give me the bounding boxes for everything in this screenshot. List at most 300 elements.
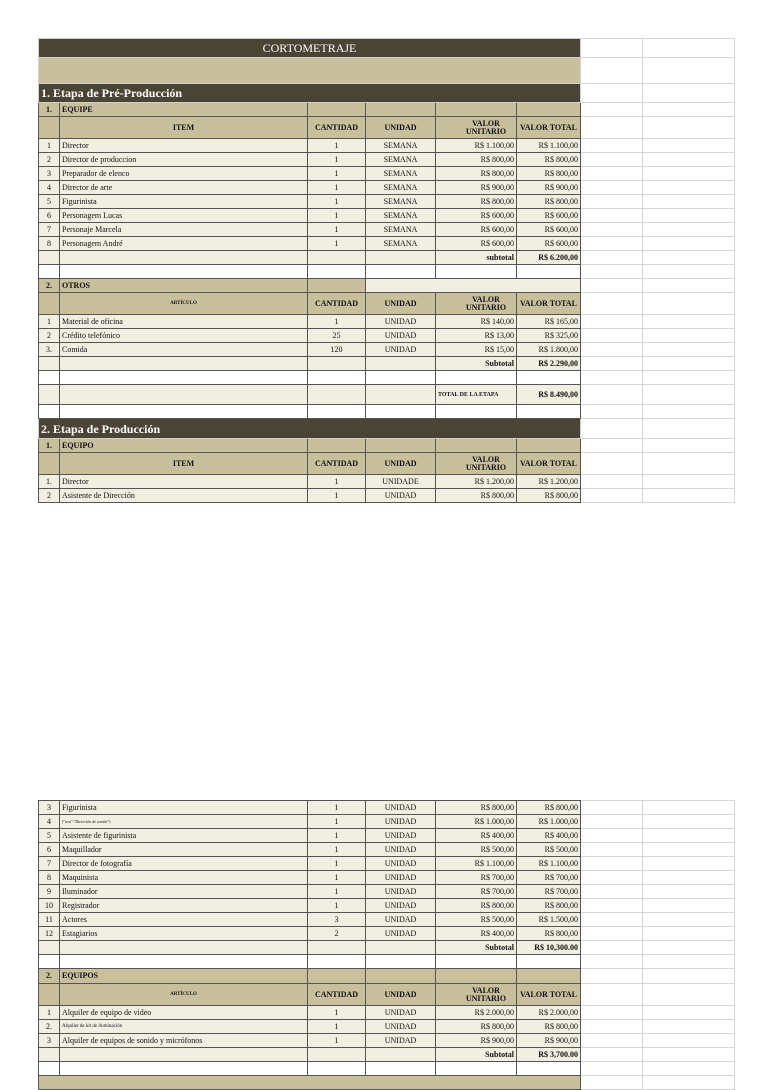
row-item[interactable]: Alquiler de kit de iluminación xyxy=(60,1020,308,1034)
row-item[interactable]: Director xyxy=(60,475,308,489)
row-number[interactable]: 2 xyxy=(39,489,60,503)
header-unidad[interactable]: UNIDAD xyxy=(366,453,436,475)
empty-cell[interactable] xyxy=(581,385,643,405)
subtotal-label[interactable]: Subtotal xyxy=(436,941,517,955)
row-quantity[interactable]: 1 xyxy=(308,1006,366,1020)
empty-cell[interactable] xyxy=(643,167,735,181)
empty-cell[interactable] xyxy=(581,1020,643,1034)
subtotal-value[interactable]: R$ 3,700.00 xyxy=(517,1048,581,1062)
empty-cell[interactable] xyxy=(581,955,643,969)
row-total-value[interactable]: R$ 1.800,00 xyxy=(517,343,581,357)
stage1-title[interactable]: 1. Etapa de Pré-Producción xyxy=(39,84,581,103)
table-row xyxy=(39,237,735,251)
row-item[interactable]: Director de fotografía xyxy=(60,857,308,871)
empty-cell[interactable] xyxy=(643,941,735,955)
header-cantidad[interactable]: CANTIDAD xyxy=(308,117,366,139)
row-quantity[interactable]: 1 xyxy=(308,829,366,843)
row-unit[interactable]: SEMANA xyxy=(366,195,436,209)
row-unit-value[interactable]: R$ 500,00 xyxy=(436,843,517,857)
row-item[interactable]: Iluminador xyxy=(60,885,308,899)
empty-cell[interactable] xyxy=(643,857,735,871)
row-quantity[interactable]: 1 xyxy=(308,843,366,857)
empty-cell[interactable] xyxy=(581,815,643,829)
row-item[interactable]: Material de oficina xyxy=(60,315,308,329)
row-total-value[interactable]: R$ 500,00 xyxy=(517,843,581,857)
row-unit[interactable]: UNIDAD xyxy=(366,1006,436,1020)
row-total-value[interactable]: R$ 600,00 xyxy=(517,237,581,251)
row-total-value[interactable]: R$ 900,00 xyxy=(517,181,581,195)
row-quantity[interactable]: 1 xyxy=(308,153,366,167)
row-number[interactable]: 3 xyxy=(39,167,60,181)
row-number[interactable]: 11 xyxy=(39,913,60,927)
empty-cell[interactable] xyxy=(581,371,643,385)
row-number[interactable]: 12 xyxy=(39,927,60,941)
empty-cell[interactable] xyxy=(643,815,735,829)
empty-cell[interactable] xyxy=(581,829,643,843)
row-quantity[interactable]: 1 xyxy=(308,139,366,153)
row-quantity[interactable]: 1 xyxy=(308,237,366,251)
row-total-value[interactable]: R$ 800,00 xyxy=(517,489,581,503)
empty-cell[interactable] xyxy=(643,39,735,58)
row-unit-value[interactable]: R$ 700,00 xyxy=(436,871,517,885)
row-number[interactable]: 3 xyxy=(39,1034,60,1048)
row-unit[interactable]: UNIDAD xyxy=(366,329,436,343)
empty-cell[interactable] xyxy=(581,1062,643,1076)
row-total-value[interactable]: R$ 900,00 xyxy=(517,1034,581,1048)
header-cantidad[interactable]: CANTIDAD xyxy=(308,293,366,315)
row-unit-value[interactable]: R$ 1.100,00 xyxy=(436,139,517,153)
row-unit-value[interactable]: R$ 900,00 xyxy=(436,1034,517,1048)
empty-cell[interactable] xyxy=(581,279,643,293)
title-band[interactable] xyxy=(39,58,581,84)
row-total-value[interactable]: R$ 1.100,00 xyxy=(517,857,581,871)
subtotal-label[interactable]: Subtotal xyxy=(436,357,517,371)
row-unit[interactable]: UNIDAD xyxy=(366,315,436,329)
empty-cell[interactable] xyxy=(643,419,735,439)
empty-cell[interactable] xyxy=(581,419,643,439)
row-unit-value[interactable]: R$ 140,00 xyxy=(436,315,517,329)
section-label-equipos[interactable]: EQUIPOS xyxy=(60,969,308,984)
empty-cell[interactable] xyxy=(643,181,735,195)
empty-cell[interactable] xyxy=(643,237,735,251)
empty-cell[interactable] xyxy=(643,315,735,329)
row-unit[interactable]: UNIDAD xyxy=(366,927,436,941)
row-unit[interactable]: UNIDAD xyxy=(366,1034,436,1048)
table-row xyxy=(39,927,735,941)
header-valor-unitario[interactable]: VALOR UNITARIO xyxy=(436,293,517,315)
row-total-value[interactable]: R$ 800,00 xyxy=(517,1020,581,1034)
subtotal-label[interactable]: subtotal xyxy=(436,251,517,265)
row-quantity[interactable]: 1 xyxy=(308,871,366,885)
row-unit[interactable]: SEMANA xyxy=(366,167,436,181)
empty-cell[interactable] xyxy=(643,1034,735,1048)
stage2-title[interactable]: 2. Etapa de Producción xyxy=(39,419,581,439)
row-quantity[interactable]: 1 xyxy=(308,475,366,489)
empty-cell[interactable] xyxy=(643,153,735,167)
row-quantity[interactable]: 1 xyxy=(308,167,366,181)
row-unit-value[interactable]: R$ 800,00 xyxy=(436,801,517,815)
row-item[interactable]: Director de produccion xyxy=(60,153,308,167)
row-number[interactable]: 5 xyxy=(39,195,60,209)
row-total-value[interactable]: R$ 325,00 xyxy=(517,329,581,343)
row-quantity[interactable]: 1 xyxy=(308,885,366,899)
row-quantity[interactable]: 1 xyxy=(308,195,366,209)
row-unit-value[interactable]: R$ 1.200,00 xyxy=(436,475,517,489)
row-quantity[interactable]: 2 xyxy=(308,927,366,941)
row-unit-value[interactable]: R$ 13,00 xyxy=(436,329,517,343)
empty-cell[interactable] xyxy=(643,885,735,899)
empty-cell[interactable] xyxy=(581,913,643,927)
row-unit[interactable]: UNIDAD xyxy=(366,343,436,357)
header-articulo[interactable]: ARTÍCULO xyxy=(60,984,308,1006)
empty-cell[interactable] xyxy=(581,223,643,237)
row-unit[interactable]: UNIDAD xyxy=(366,489,436,503)
row-quantity[interactable]: 3 xyxy=(308,913,366,927)
empty-cell[interactable] xyxy=(643,265,735,279)
row-quantity[interactable]: 25 xyxy=(308,329,366,343)
empty-cell[interactable] xyxy=(643,1006,735,1020)
row-total-value[interactable]: R$ 700,00 xyxy=(517,871,581,885)
row-number[interactable]: 3. xyxy=(39,343,60,357)
stage-total-label[interactable]: TOTAL DE LA ETAPA xyxy=(436,385,517,405)
row-number[interactable]: 7 xyxy=(39,223,60,237)
row-quantity[interactable]: 120 xyxy=(308,343,366,357)
row-number[interactable]: 4 xyxy=(39,815,60,829)
empty-cell[interactable] xyxy=(581,1076,643,1090)
row-total-value[interactable]: R$ 700,00 xyxy=(517,885,581,899)
row-unit-value[interactable]: R$ 15,00 xyxy=(436,343,517,357)
row-item[interactable]: Crédito telefónico xyxy=(60,329,308,343)
row-total-value[interactable]: R$ 165,00 xyxy=(517,315,581,329)
row-unit[interactable]: UNIDAD xyxy=(366,829,436,843)
row-unit[interactable]: SEMANA xyxy=(366,139,436,153)
row-item[interactable]: Actores xyxy=(60,913,308,927)
row-total-value[interactable]: R$ 800,00 xyxy=(517,167,581,181)
empty-cell[interactable] xyxy=(643,279,735,293)
row-number[interactable]: 6 xyxy=(39,209,60,223)
empty-cell[interactable] xyxy=(643,871,735,885)
empty-cell[interactable] xyxy=(643,969,735,984)
subtotal-value[interactable]: R$ 6.200,00 xyxy=(517,251,581,265)
table-row xyxy=(39,815,735,829)
stage-total-value[interactable]: R$ 8.490,00 xyxy=(517,385,581,405)
row-total-value[interactable]: R$ 800,00 xyxy=(517,153,581,167)
empty-cell[interactable] xyxy=(643,209,735,223)
header-articulo[interactable]: ARTÍCULO xyxy=(60,293,308,315)
empty-cell[interactable] xyxy=(643,84,735,103)
row-item[interactable]: Registrador xyxy=(60,899,308,913)
row-total-value[interactable]: R$ 1.100,00 xyxy=(517,139,581,153)
header-unidad[interactable]: UNIDAD xyxy=(366,293,436,315)
empty-cell[interactable] xyxy=(581,39,643,58)
row-quantity[interactable]: 1 xyxy=(308,857,366,871)
row-quantity[interactable]: 1 xyxy=(308,489,366,503)
row-item[interactable]: Director de arte xyxy=(60,181,308,195)
row-item[interactable]: Personagem André xyxy=(60,237,308,251)
row-quantity[interactable]: 1 xyxy=(308,815,366,829)
row-item[interactable]: Comida xyxy=(60,343,308,357)
empty-cell[interactable] xyxy=(581,103,643,117)
row-number[interactable]: 1 xyxy=(39,315,60,329)
empty-cell[interactable] xyxy=(643,117,735,139)
row-total-value[interactable]: R$ 800,00 xyxy=(517,801,581,815)
empty-cell[interactable] xyxy=(581,195,643,209)
row-unit-value[interactable]: R$ 1.000,00 xyxy=(436,815,517,829)
empty-cell[interactable] xyxy=(581,343,643,357)
row-quantity[interactable]: 1 xyxy=(308,209,366,223)
section-label-otros[interactable]: OTROS xyxy=(60,279,308,293)
header-valor-total[interactable]: VALOR TOTAL xyxy=(517,293,581,315)
header-valor-total[interactable]: VALOR TOTAL xyxy=(517,453,581,475)
row-unit[interactable]: SEMANA xyxy=(366,223,436,237)
row-item[interactable]: Figurinista xyxy=(60,195,308,209)
empty-cell[interactable] xyxy=(581,857,643,871)
row-unit-value[interactable]: R$ 600,00 xyxy=(436,223,517,237)
row-number[interactable]: 2. xyxy=(39,1020,60,1034)
row-number[interactable]: 4 xyxy=(39,181,60,195)
empty-cell[interactable] xyxy=(643,1062,735,1076)
header-valor-total[interactable]: VALOR TOTAL xyxy=(517,117,581,139)
empty-cell[interactable] xyxy=(581,801,643,815)
header-cantidad[interactable]: CANTIDAD xyxy=(308,453,366,475)
row-item[interactable]: Figurinista xyxy=(60,801,308,815)
empty-cell[interactable] xyxy=(643,927,735,941)
row-total-value[interactable]: R$ 2.000,00 xyxy=(517,1006,581,1020)
empty-cell[interactable] xyxy=(581,117,643,139)
empty-cell[interactable] xyxy=(643,329,735,343)
row-total-value[interactable]: R$ 800,00 xyxy=(517,927,581,941)
section-label-equipo[interactable]: EQUIPO xyxy=(60,439,308,453)
row-unit-value[interactable]: R$ 400,00 xyxy=(436,927,517,941)
row-unit[interactable]: UNIDADE xyxy=(366,475,436,489)
row-total-value[interactable]: R$ 1.200,00 xyxy=(517,475,581,489)
empty-cell[interactable] xyxy=(581,58,643,84)
row-number[interactable]: 3 xyxy=(39,801,60,815)
empty-cell[interactable] xyxy=(581,405,643,419)
row-number[interactable]: 2 xyxy=(39,153,60,167)
empty-cell[interactable] xyxy=(581,475,643,489)
empty-cell[interactable] xyxy=(581,439,643,453)
row-number[interactable]: 2 xyxy=(39,329,60,343)
empty-cell[interactable] xyxy=(581,293,643,315)
row-total-value[interactable]: R$ 800,00 xyxy=(517,899,581,913)
row-unit[interactable]: UNIDAD xyxy=(366,801,436,815)
empty-cell[interactable] xyxy=(581,843,643,857)
empty-cell[interactable] xyxy=(643,955,735,969)
empty-cell[interactable] xyxy=(643,357,735,371)
section-number[interactable]: 1. xyxy=(39,103,60,117)
row-number[interactable]: 5 xyxy=(39,829,60,843)
empty-cell[interactable] xyxy=(643,343,735,357)
row-number[interactable]: 1 xyxy=(39,139,60,153)
empty-cell[interactable] xyxy=(581,453,643,475)
row-item[interactable]: Alquiler de equipos de sonido y micrófonos xyxy=(60,1034,308,1048)
row-item[interactable]: Asistente de figurinista xyxy=(60,829,308,843)
empty-cell[interactable] xyxy=(581,209,643,223)
subtotal-label[interactable]: Subtotal xyxy=(436,1048,517,1062)
section-number[interactable]: 2. xyxy=(39,969,60,984)
empty-cell[interactable] xyxy=(581,265,643,279)
row-item[interactable]: Estagiarios xyxy=(60,927,308,941)
empty-cell[interactable] xyxy=(581,941,643,955)
row-item[interactable]: Personagem Lucas xyxy=(60,209,308,223)
header-unidad[interactable]: UNIDAD xyxy=(366,984,436,1006)
subtotal-value[interactable]: R$ 10,300.00 xyxy=(517,941,581,955)
header-cantidad[interactable]: CANTIDAD xyxy=(308,984,366,1006)
row-item[interactable]: Asistente de Dirección xyxy=(60,489,308,503)
row-unit[interactable]: UNIDAD xyxy=(366,815,436,829)
empty-cell[interactable] xyxy=(643,899,735,913)
row-item[interactable]: ("text":"Dirección de sonido") xyxy=(60,815,308,829)
header-item[interactable]: ITEM xyxy=(60,453,308,475)
row-total-value[interactable]: R$ 600,00 xyxy=(517,223,581,237)
empty-cell[interactable] xyxy=(643,1076,735,1090)
empty-cell[interactable] xyxy=(643,195,735,209)
row-item[interactable]: Preparador de elenco xyxy=(60,167,308,181)
empty-cell[interactable] xyxy=(581,329,643,343)
empty-cell[interactable] xyxy=(643,103,735,117)
header-valor-total[interactable]: VALOR TOTAL xyxy=(517,984,581,1006)
row-unit-value[interactable]: R$ 600,00 xyxy=(436,237,517,251)
row-unit-value[interactable]: R$ 800,00 xyxy=(436,195,517,209)
row-item[interactable]: Director xyxy=(60,139,308,153)
row-quantity[interactable]: 1 xyxy=(308,223,366,237)
empty-cell[interactable] xyxy=(643,223,735,237)
empty-cell[interactable] xyxy=(643,1020,735,1034)
row-unit-value[interactable]: R$ 900,00 xyxy=(436,181,517,195)
row-item[interactable]: Maquinista xyxy=(60,871,308,885)
header-unidad[interactable]: UNIDAD xyxy=(366,117,436,139)
row-quantity[interactable]: 1 xyxy=(308,1034,366,1048)
empty-cell[interactable] xyxy=(581,84,643,103)
row-unit-value[interactable]: R$ 2.000,00 xyxy=(436,1006,517,1020)
empty-cell[interactable] xyxy=(643,913,735,927)
row-unit-value[interactable]: R$ 800,00 xyxy=(436,153,517,167)
empty-cell[interactable] xyxy=(581,139,643,153)
row-unit-value[interactable]: R$ 1.100,00 xyxy=(436,857,517,871)
empty-cell[interactable] xyxy=(643,984,735,1006)
row-unit[interactable]: UNIDAD xyxy=(366,871,436,885)
row-unit[interactable]: UNIDAD xyxy=(366,885,436,899)
empty-cell[interactable] xyxy=(643,453,735,475)
section-number[interactable]: 1. xyxy=(39,439,60,453)
row-number[interactable]: 7 xyxy=(39,857,60,871)
empty-cell[interactable] xyxy=(643,385,735,405)
row-unit-value[interactable]: R$ 400,00 xyxy=(436,829,517,843)
empty-cell[interactable] xyxy=(643,251,735,265)
empty-cell[interactable] xyxy=(643,371,735,385)
empty-cell[interactable] xyxy=(581,237,643,251)
section-number[interactable]: 2. xyxy=(39,279,60,293)
empty-cell[interactable] xyxy=(581,984,643,1006)
empty-cell[interactable] xyxy=(581,1048,643,1062)
empty-cell[interactable] xyxy=(581,357,643,371)
row-unit-value[interactable]: R$ 600,00 xyxy=(436,209,517,223)
row-unit[interactable]: UNIDAD xyxy=(366,857,436,871)
row-total-value[interactable]: R$ 1.500,00 xyxy=(517,913,581,927)
empty-cell[interactable] xyxy=(581,871,643,885)
empty-cell[interactable] xyxy=(643,139,735,153)
row-unit[interactable]: SEMANA xyxy=(366,153,436,167)
row-number[interactable]: 9 xyxy=(39,885,60,899)
row-unit-value[interactable]: R$ 800,00 xyxy=(436,167,517,181)
empty-cell[interactable] xyxy=(643,439,735,453)
subtotal-value[interactable]: R$ 2.290,00 xyxy=(517,357,581,371)
row-unit[interactable]: UNIDAD xyxy=(366,1020,436,1034)
empty-cell[interactable] xyxy=(581,1034,643,1048)
empty-cell[interactable] xyxy=(643,1048,735,1062)
empty-cell[interactable] xyxy=(643,58,735,84)
empty-cell[interactable] xyxy=(581,969,643,984)
empty-cell[interactable] xyxy=(581,489,643,503)
row-total-value[interactable]: R$ 800,00 xyxy=(517,195,581,209)
empty-cell[interactable] xyxy=(581,315,643,329)
row-item[interactable]: Maquillador xyxy=(60,843,308,857)
row-unit[interactable]: UNIDAD xyxy=(366,899,436,913)
header-valor-unitario[interactable]: VALOR UNITARIO xyxy=(436,453,517,475)
empty-cell[interactable] xyxy=(643,489,735,503)
row-unit-value[interactable]: R$ 800,00 xyxy=(436,899,517,913)
empty-cell[interactable] xyxy=(643,293,735,315)
row-unit[interactable]: SEMANA xyxy=(366,237,436,251)
row-unit-value[interactable]: R$ 700,00 xyxy=(436,885,517,899)
empty-cell[interactable] xyxy=(581,167,643,181)
row-number[interactable]: 6 xyxy=(39,843,60,857)
row-number[interactable]: 1. xyxy=(39,475,60,489)
row-unit-value[interactable]: R$ 500,00 xyxy=(436,913,517,927)
row-number[interactable]: 8 xyxy=(39,237,60,251)
header-valor-unitario[interactable]: VALOR UNITARIO xyxy=(436,117,517,139)
empty-cell[interactable] xyxy=(581,153,643,167)
row-item[interactable]: Alquiler de equipo de video xyxy=(60,1006,308,1020)
empty-cell[interactable] xyxy=(643,475,735,489)
row-quantity[interactable]: 1 xyxy=(308,801,366,815)
row-number[interactable]: 1 xyxy=(39,1006,60,1020)
row-unit-value[interactable]: R$ 800,00 xyxy=(436,489,517,503)
row-quantity[interactable]: 1 xyxy=(308,181,366,195)
section-label-equipe[interactable]: EQUIPE xyxy=(60,103,308,117)
row-quantity[interactable]: 1 xyxy=(308,315,366,329)
row-unit-value[interactable]: R$ 800,00 xyxy=(436,1020,517,1034)
empty-cell[interactable] xyxy=(581,181,643,195)
header-item[interactable]: ITEM xyxy=(60,117,308,139)
row-total-value[interactable]: R$ 1.000,00 xyxy=(517,815,581,829)
table-row xyxy=(39,899,735,913)
row-total-value[interactable]: R$ 600,00 xyxy=(517,209,581,223)
row-quantity[interactable]: 1 xyxy=(308,1020,366,1034)
header-valor-unitario[interactable]: VALOR UNITARIO xyxy=(436,984,517,1006)
row-quantity[interactable]: 1 xyxy=(308,899,366,913)
row-unit[interactable]: UNIDAD xyxy=(366,843,436,857)
empty-cell[interactable] xyxy=(643,843,735,857)
row-number[interactable]: 8 xyxy=(39,871,60,885)
row-unit[interactable]: SEMANA xyxy=(366,181,436,195)
empty-cell[interactable] xyxy=(643,801,735,815)
sheet-title[interactable]: CORTOMETRAJE xyxy=(39,39,581,58)
empty-cell[interactable] xyxy=(581,899,643,913)
empty-cell[interactable] xyxy=(581,251,643,265)
row-unit[interactable]: UNIDAD xyxy=(366,913,436,927)
empty-cell[interactable] xyxy=(581,927,643,941)
empty-cell[interactable] xyxy=(643,829,735,843)
row-number[interactable]: 10 xyxy=(39,899,60,913)
row-total-value[interactable]: R$ 400,00 xyxy=(517,829,581,843)
empty-cell[interactable] xyxy=(643,405,735,419)
row-item[interactable]: Personaje Marcela xyxy=(60,223,308,237)
row-unit[interactable]: SEMANA xyxy=(366,209,436,223)
empty-cell[interactable] xyxy=(581,885,643,899)
empty-cell[interactable] xyxy=(581,1006,643,1020)
